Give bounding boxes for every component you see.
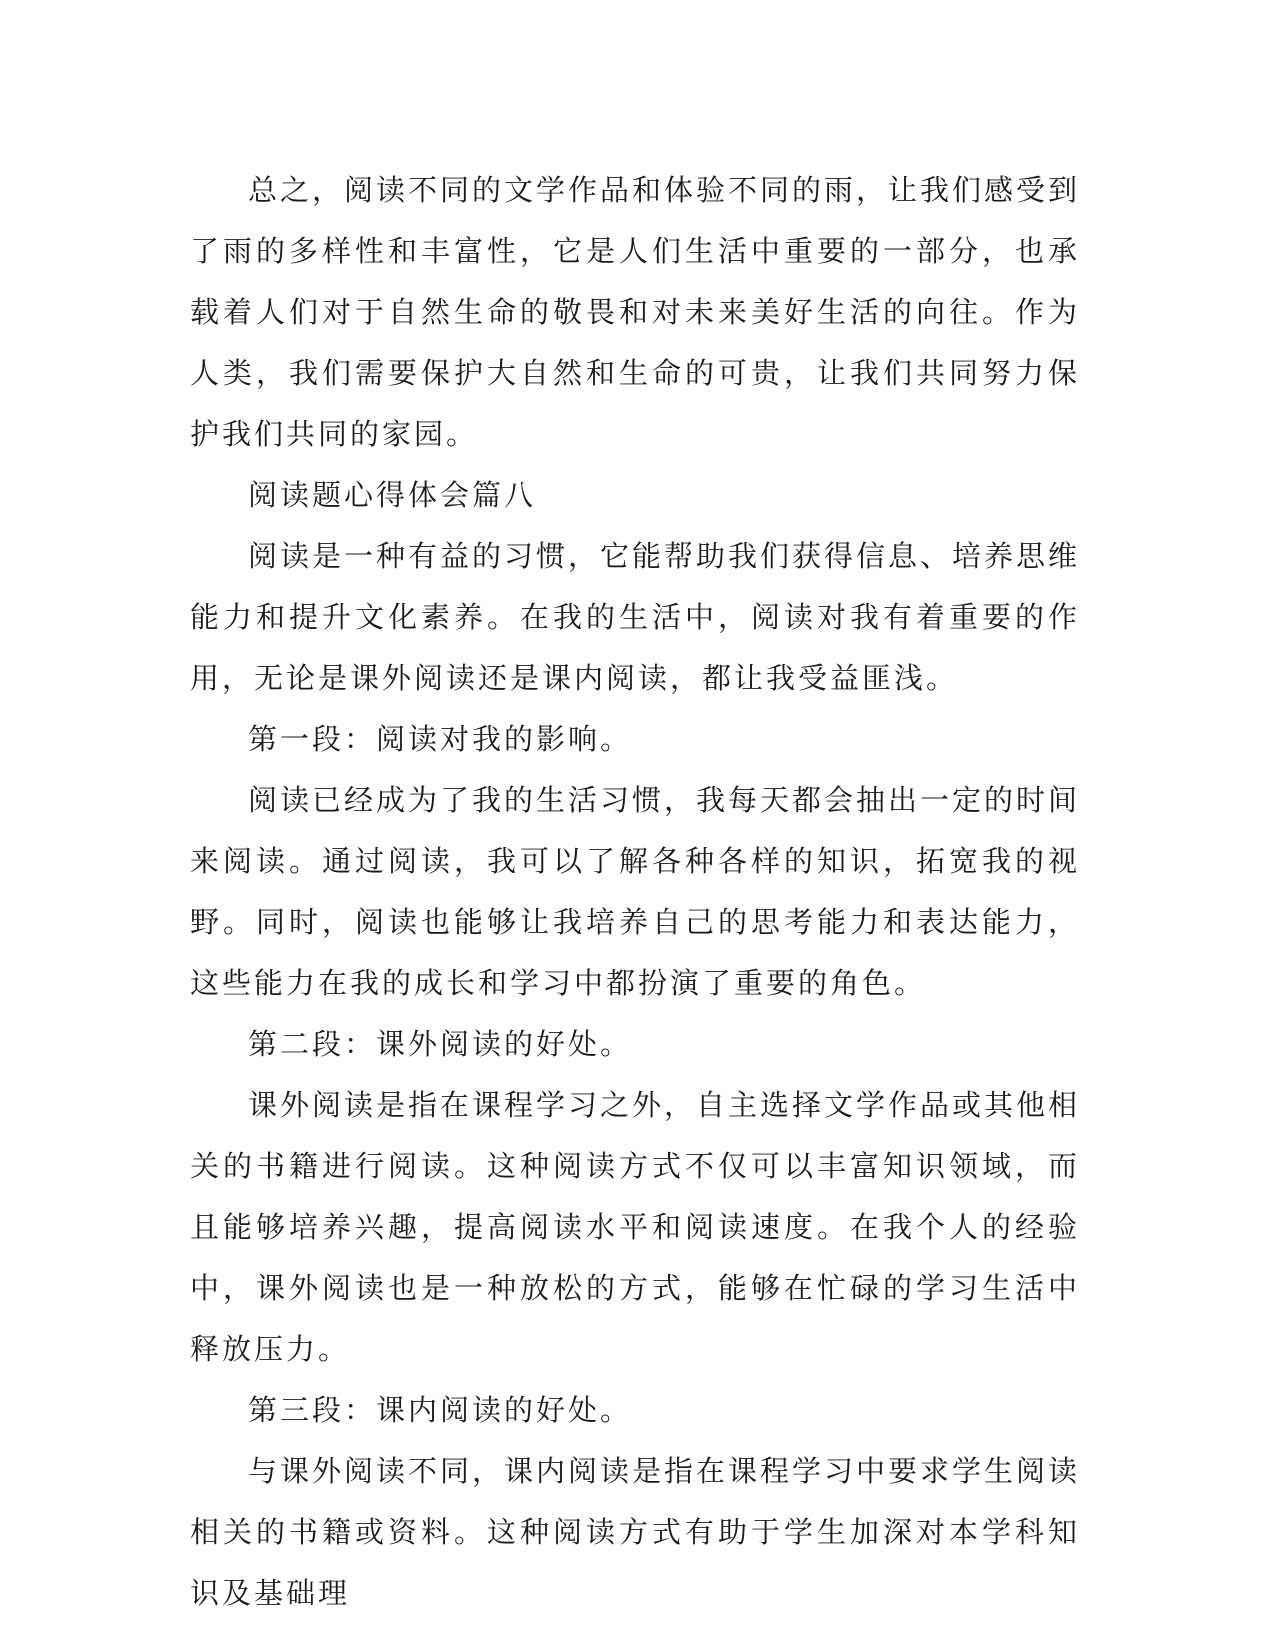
subheading-part-1: 第一段：阅读对我的影响。: [248, 722, 633, 756]
section-heading: 阅读题心得体会篇八: [248, 478, 537, 512]
subheading-part-2: 第二段：课外阅读的好处。: [248, 1027, 633, 1061]
paragraph-conclusion: 总之，阅读不同的文学作品和体验不同的雨，让我们感受到了雨的多样性和丰富性，它是人们生活中重要的一部分，也承载着人们对于自然生命的敬畏和对未来美好生活的向往。作为人类，我们需要保护大自然和生命的可贵，让我们共同努力保护我们共同的家园。: [190, 173, 1081, 451]
paragraph-part-3: 与课外阅读不同，课内阅读是指在课程学习中要求学生阅读相关的书籍或资料。这种阅读方式有助于学生加深对本学科知识及基础理: [190, 1454, 1081, 1610]
paragraph-intro: 阅读是一种有益的习惯，它能帮助我们获得信息、培养思维能力和提升文化素养。在我的生活中，阅读对我有着重要的作用，无论是课外阅读还是课内阅读，都让我受益匪浅。: [190, 539, 1081, 695]
paragraph-part-2: 课外阅读是指在课程学习之外，自主选择文学作品或其他相关的书籍进行阅读。这种阅读方式不仅可以丰富知识领域，而且能够培养兴趣，提高阅读水平和阅读速度。在我个人的经验中，课外阅读也是一种放松的方式，能够在忙碌的学习生活中释放压力。: [190, 1088, 1081, 1366]
paragraph-part-1: 阅读已经成为了我的生活习惯，我每天都会抽出一定的时间来阅读。通过阅读，我可以了解各种各样的知识，拓宽我的视野。同时，阅读也能够让我培养自己的思考能力和表达能力，这些能力在我的成长和学习中都扮演了重要的角色。: [190, 783, 1081, 1000]
subheading-part-3: 第三段：课内阅读的好处。: [248, 1393, 633, 1427]
document-body: [190, 160, 1080, 1624]
